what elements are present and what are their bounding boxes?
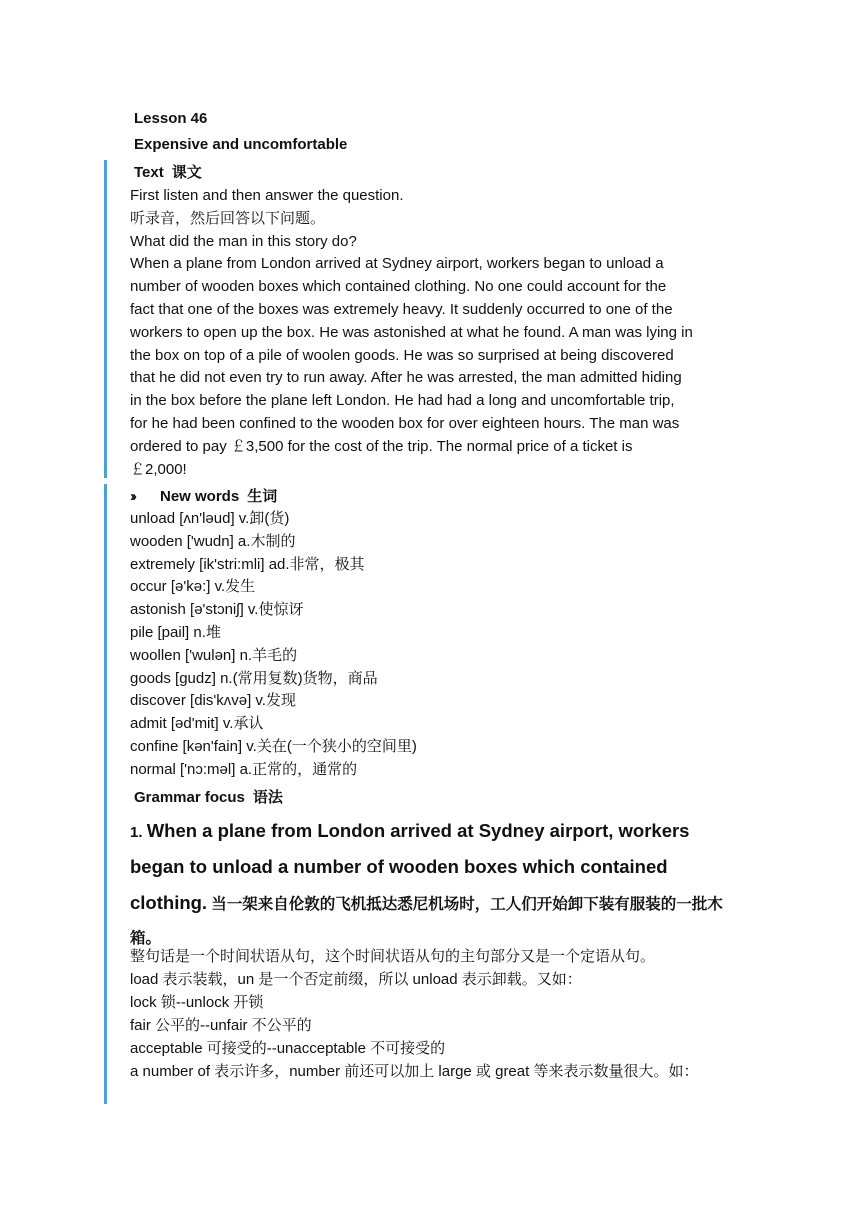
text-line: When a plane from London arrived at Sydney airport, workers began to unload a <box>130 255 664 273</box>
section-bar <box>104 160 107 478</box>
grammar-explanation <box>130 945 740 1083</box>
word-entry: occur [ə'kə:] v.发生 <box>130 578 256 596</box>
text-body <box>130 185 740 481</box>
text-line: that he did not even try to run away. After he was arrested, the man admitted hiding <box>130 369 682 387</box>
word-entry: discover [dis'kʌvə] v.发现 <box>130 692 296 710</box>
text-line: in the box before the plane left London. He had had a long and uncomfortable trip, <box>130 392 675 410</box>
text-line: workers to open up the box. He was astonished at what he found. A man was lying in <box>130 323 693 341</box>
text-line: number of wooden boxes which contained clothing. No one could account for the <box>130 278 667 296</box>
point-translation-zh: 当一架来自伦敦的飞机抵达悉尼机场时，工人们开始卸下装有服装的一批木箱。 <box>130 896 723 947</box>
text-line: ￡2,000! <box>130 460 187 478</box>
text-line: for he had been confined to the wooden box for over eighteen hours. The man was <box>130 414 680 432</box>
point-sentence-en: When a plane from London arrived at Sydney airport, workers began to unload a number of wooden boxes which contained clothing. <box>130 820 690 913</box>
word-entry: pile [pail] n.堆 <box>130 623 221 641</box>
lesson-number: Lesson 46 <box>134 110 208 127</box>
word-entry: astonish [ə'stɔniʃ] v.使惊讶 <box>130 601 304 619</box>
heading-zh: 课文 <box>171 164 202 181</box>
word-entry: woollen ['wulən] n.羊毛的 <box>130 646 298 664</box>
word-entry: confine [kən'fain] v.关在(一个狭小的空间里) <box>130 737 417 755</box>
grammar-point-1 <box>130 814 740 956</box>
section-bar <box>104 484 107 1104</box>
grammar-heading <box>134 787 744 809</box>
explanation-line: lock 锁--unlock 开锁 <box>130 994 264 1011</box>
explanation-line: acceptable 可接受的--unacceptable 不可接受的 <box>130 1040 446 1057</box>
text-section-heading <box>134 162 744 184</box>
text-line: ordered to pay ￡3,500 for the cost of the trip. The normal price of a ticket is <box>130 437 633 455</box>
word-entry: admit [əd'mit] v.承认 <box>130 715 264 733</box>
word-entry: wooden ['wudn] a.木制的 <box>130 532 296 550</box>
text-line: the box on top of a pile of woolen goods. He was so surprised at being discovered <box>130 346 674 364</box>
text-line: What did the man in this story do? <box>130 232 357 250</box>
heading-zh: 生词 <box>247 488 278 505</box>
explanation-line: 整句话是一个时间状语从句，这个时间状语从句的主句部分又是一个定语从句。 <box>130 948 656 965</box>
explanation-line: fair 公平的--unfair 不公平的 <box>130 1017 312 1034</box>
double-chevron-right-icon: ›› <box>130 488 134 505</box>
new-words-heading <box>130 486 740 508</box>
word-entry: extremely [ik'stri:mli] ad.非常，极其 <box>130 555 365 573</box>
text-line: fact that one of the boxes was extremely heavy. It suddenly occurred to one of the <box>130 300 673 318</box>
new-words-list <box>130 508 740 782</box>
explanation-line: load 表示装载，un 是一个否定前缀，所以 unload 表示卸载。又如： <box>130 971 582 988</box>
point-number: 1. <box>130 824 143 841</box>
heading-zh: 语法 <box>252 789 283 806</box>
word-entry: goods [gudz] n.(常用复数)货物，商品 <box>130 669 378 687</box>
heading-en: New words <box>160 488 240 505</box>
text-line: 听录音，然后回答以下问题。 <box>130 209 326 227</box>
heading-en: Grammar focus <box>134 789 245 806</box>
heading-en: Text <box>134 164 164 181</box>
lesson-title: Expensive and uncomfortable <box>134 136 348 153</box>
text-line: First listen and then answer the question. <box>130 187 404 204</box>
explanation-line: a number of 表示许多，number 前还可以加上 large 或 great 等来表示数量很大。如： <box>130 1063 699 1080</box>
word-entry: unload [ʌn'ləud] v.卸(货) <box>130 510 290 527</box>
word-entry: normal ['nɔ:məl] a.正常的，通常的 <box>130 760 358 778</box>
